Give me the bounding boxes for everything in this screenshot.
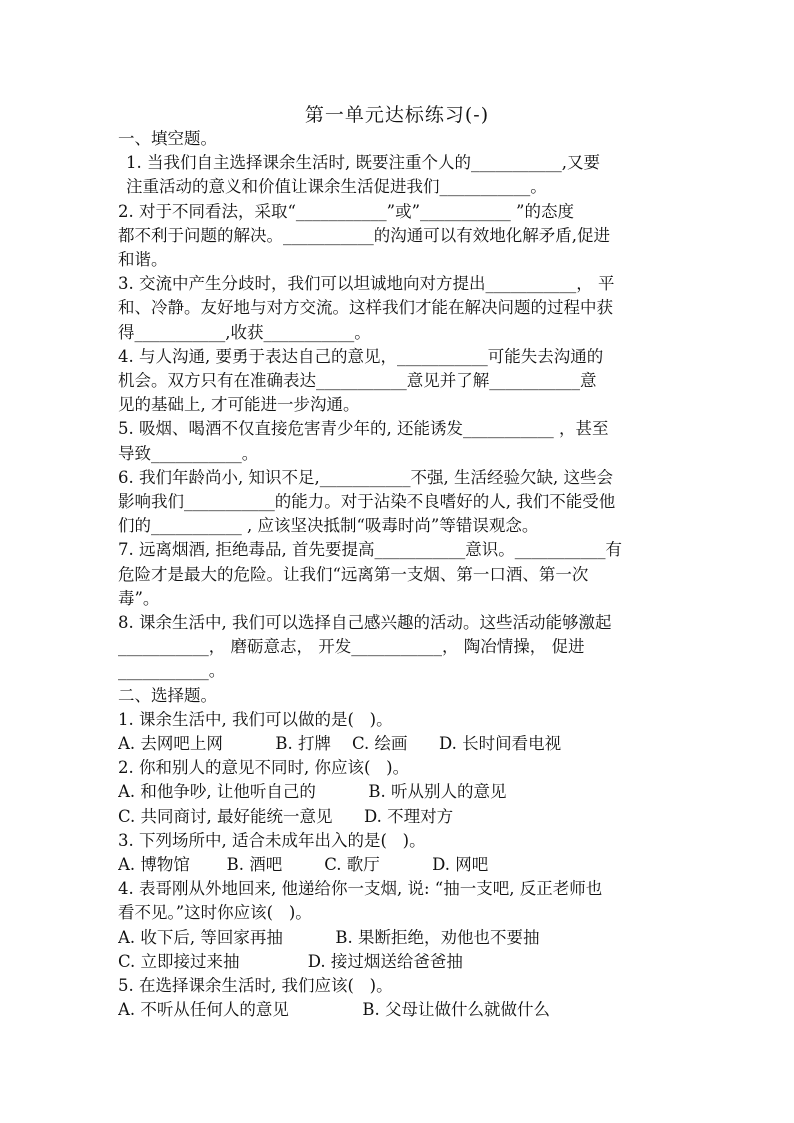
worksheet-line: 看不见。”这时你应该( )。 (118, 903, 312, 923)
worksheet-line: 危险才是最大的危险。让我们“远离第一支烟、第一口酒、第一次 (118, 564, 589, 584)
worksheet-line: 们的___________ , 应该坚决抵制“吸毒时尚”等错误观念。 (118, 516, 539, 536)
worksheet-line: 机会。双方只有在准确表达___________意见并了解___________意 (118, 371, 597, 390)
worksheet-line: 4. 表哥刚从外地回来, 他递给你一支烟, 说: “抽一支吧, 反正老师也 (118, 879, 603, 899)
worksheet-line: 1. 当我们自主选择课余生活时, 既要注重个人的___________,又要 (126, 153, 600, 173)
worksheet-line: 都不利于问题的解决。___________的沟通可以有效地化解矛盾,促进 (118, 225, 610, 245)
worksheet-line: 8. 课余生活中, 我们可以选择自己感兴趣的活动。这些活动能够激起 (118, 613, 612, 632)
worksheet-line: 5. 在选择课余生活时, 我们应该( )。 (118, 976, 393, 995)
worksheet-line: C. 共同商讨, 最好能统一意见 D. 不理对方 (118, 806, 454, 826)
worksheet-line: 3. 下列场所中, 适合未成年出入的是( )。 (118, 830, 426, 850)
worksheet-line: A. 收下后, 等回家再抽 B. 果断拒绝，劝他也不要抽 (118, 927, 540, 947)
worksheet-line: 得___________,收获___________。 (118, 322, 371, 342)
worksheet-line: 影响我们___________的能力。对于沾染不良嗜好的人, 我们不能受他 (118, 492, 616, 511)
worksheet-line: 注重活动的意义和价值让课余生活促进我们___________。 (126, 177, 547, 197)
worksheet-line: 二、选择题。 (118, 685, 217, 705)
worksheet-line: 见的基础上, 才可能进一步沟通。 (118, 395, 360, 415)
worksheet-line: 4. 与人沟通, 要勇于表达自己的意见，___________可能失去沟通的 (118, 346, 604, 366)
worksheet-line: 和谐。 (118, 250, 168, 269)
worksheet-line: 6. 我们年龄尚小, 知识不足,___________不强, 生活经验欠缺, 这些会 (118, 467, 613, 487)
worksheet-line: 导致___________。 (118, 443, 259, 463)
worksheet-line: ___________， 磨砺意志， 开发___________， 陶冶情操， 促进 (118, 637, 585, 657)
worksheet-line: 毒”。 (118, 588, 160, 608)
worksheet-line: 7. 远离烟酒, 拒绝毒品, 首先要提高___________意识。___________有 (118, 540, 622, 560)
worksheet-line: A. 去网吧上网 B. 打牌 C. 绘画 D. 长时间看电视 (118, 734, 562, 753)
worksheet-line: A. 博物馆 B. 酒吧 C. 歌厅 D. 网吧 (118, 855, 489, 874)
worksheet-line: 2. 你和别人的意见不同时, 你应该( )。 (118, 758, 410, 778)
worksheet-line: A. 和他争吵, 让他听自己的 B. 听从别人的意见 (118, 782, 507, 802)
worksheet-line: 3. 交流中产生分歧时，我们可以坦诚地向对方提出___________， 平 (118, 274, 615, 294)
worksheet-line: 一、填空题。 (118, 129, 217, 148)
worksheet-line: C. 立即接过来抽 D. 接过烟送给爸爸抽 (118, 951, 463, 971)
worksheet-line: A. 不听从任何人的意见 B. 父母让做什么就做什么 (118, 1000, 550, 1020)
worksheet-line: 和、冷静。友好地与对方交流。这样我们才能在解决问题的过程中获 (118, 298, 613, 318)
page-title: 第一单元达标练习(-) (304, 104, 490, 126)
worksheet-line: ___________。 (118, 661, 226, 681)
worksheet-line: 1. 课余生活中, 我们可以做的是( )。 (118, 709, 393, 729)
worksheet-line: 2. 对于不同看法，采取“___________”或”___________ ”的态度 (118, 201, 574, 221)
worksheet-line: 5. 吸烟、喝酒不仅直接危害青少年的, 还能诱发___________ ，甚至 (118, 419, 609, 439)
